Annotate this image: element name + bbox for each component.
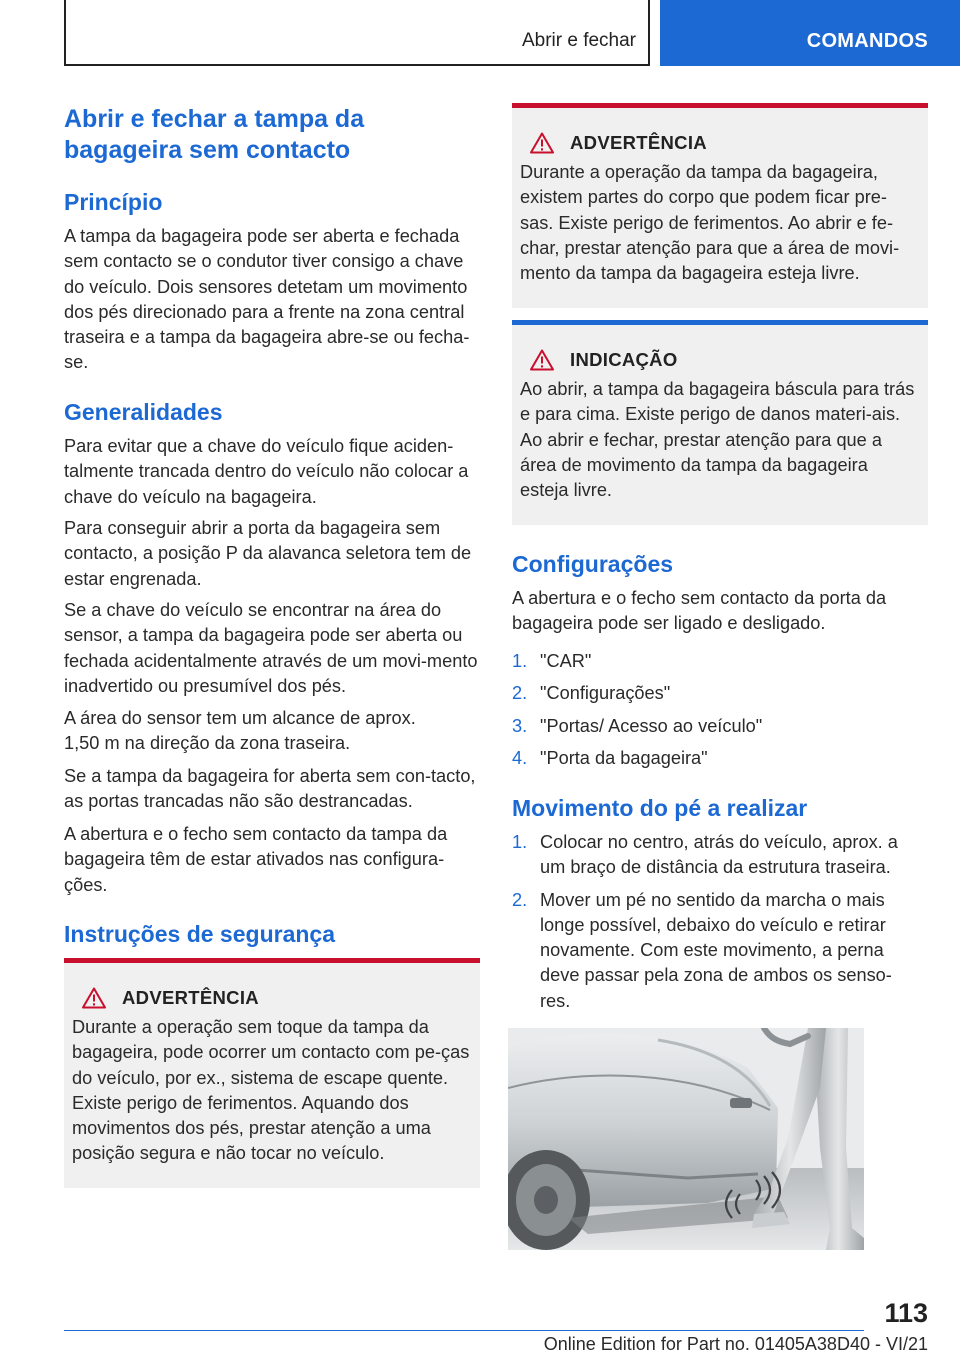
footer-edition: Online Edition for Part no. 01405A38D40 - VI/21: [543, 1334, 928, 1354]
header-rule: [64, 64, 650, 66]
generalidades-p3: Se a chave do veículo se encontrar na área do sensor, a tampa da bagageira pode ser aberta ou fechada acidentalmente através de um movi-mento inadvertido ou presumível dos pés.: [64, 600, 478, 696]
footer-rule: [64, 1330, 864, 1331]
notice-box: [512, 320, 928, 525]
notice-title: INDICAÇÃO: [570, 349, 678, 370]
movimento-steps: [512, 830, 912, 1014]
generalidades-p6: A abertura e o fecho sem contacto da tampa da bagageira têm de estar ativados nas configura-ções.: [64, 824, 448, 895]
configuracoes-text: A abertura e o fecho sem contacto da porta da bagageira pode ser ligado e desligado.: [512, 588, 887, 634]
list-item: 2. "Configurações": [512, 683, 671, 704]
header-chapter-tab: [660, 0, 960, 66]
notice-title-row: [520, 349, 920, 371]
list-item: 2. Mover um pé no sentido da marcha o mais longe possível, debaixo do veículo e retirar novamente. Com este movimento, a perna deve passar pela zona de ambos os senso-res.: [512, 889, 892, 1011]
notice-triangle-icon: [530, 349, 554, 371]
car-rear-illustration: [508, 1028, 864, 1250]
warning-triangle-icon: [530, 132, 554, 154]
header-right-border: [648, 0, 650, 66]
warning-text: Durante a operação sem toque da tampa da bagageira, pode ocorrer um contacto com pe-ças do veículo, por ex., sistema de escape quente. Existe perigo de ferimentos. Aquando dos movimentos dos pés, prestar atenção a uma posição segura e não tocar no veículo.: [72, 1017, 470, 1164]
warning-box-operation: [512, 103, 928, 308]
heading-generalidades: Generalidades: [64, 399, 223, 425]
warning-triangle-icon: [82, 987, 106, 1009]
page-number: 113: [884, 1298, 928, 1328]
header-section-title: Abrir e fechar: [521, 30, 636, 51]
header-chapter-label: COMANDOS: [806, 30, 928, 52]
page-title: Abrir e fechar a tampa da bagageira sem contacto: [64, 105, 365, 164]
generalidades-p1: Para evitar que a chave do veículo fique aciden-talmente trancada dentro do veículo não colocar a chave do veículo na bagageira.: [64, 436, 469, 507]
notice-text: Ao abrir, a tampa da bagageira báscula para trás e para cima. Existe perigo de danos materi-ais. Ao abrir e fechar, prestar atenção para que a área de movimento da tampa da bagageira esteja livre.: [520, 379, 915, 501]
configuracoes-steps: [512, 649, 928, 771]
list-item: 4. "Porta da bagageira": [512, 747, 708, 768]
warning-title: ADVERTÊNCIA: [570, 132, 707, 153]
list-item: 1. "CAR": [512, 651, 592, 671]
principio-text: A tampa da bagageira pode ser aberta e fechada sem contacto se o condutor tiver consigo a chave do veículo. Dois sensores detetam um movimento dos pés direcionado para a frente na zona central traseira e a tampa da bagageira abre-se ou fecha-se.: [64, 226, 470, 373]
warning-title: ADVERTÊNCIA: [122, 987, 259, 1008]
warning-title-row: [520, 132, 920, 154]
generalidades-p2: Para conseguir abrir a porta da bagageira sem contacto, a posição P da alavanca seletora tem de estar engrenada.: [64, 518, 472, 589]
heading-principio: Princípio: [64, 189, 163, 215]
warning-box-seguranca: [64, 958, 480, 1188]
list-item: 3. "Portas/ Acesso ao veículo": [512, 715, 763, 736]
generalidades-p5: Se a tampa da bagageira for aberta sem con-tacto, as portas trancadas não são destrancadas.: [64, 766, 476, 812]
header-left-border: [64, 0, 66, 66]
list-item: 1. Colocar no centro, atrás do veículo, aprox. a um braço de distância da estrutura traseira.: [512, 832, 898, 878]
heading-seguranca: Instruções de segurança: [64, 921, 335, 947]
foot-gesture-illustration: [508, 1028, 864, 1250]
heading-configuracoes: Configurações: [512, 551, 674, 577]
generalidades-p4: A área do sensor tem um alcance de aprox. 1,50 m na direção da zona traseira.: [64, 708, 416, 754]
heading-movimento: Movimento do pé a realizar: [512, 795, 808, 821]
warning-text: Durante a operação da tampa da bagageira, existem partes do corpo que podem ficar pre-sas. Existe perigo de ferimentos. Ao abrir e fe-char, prestar atenção para que a área de movi-mento da tampa da bagageira esteja livre.: [520, 162, 900, 284]
warning-title-row: [72, 987, 472, 1009]
